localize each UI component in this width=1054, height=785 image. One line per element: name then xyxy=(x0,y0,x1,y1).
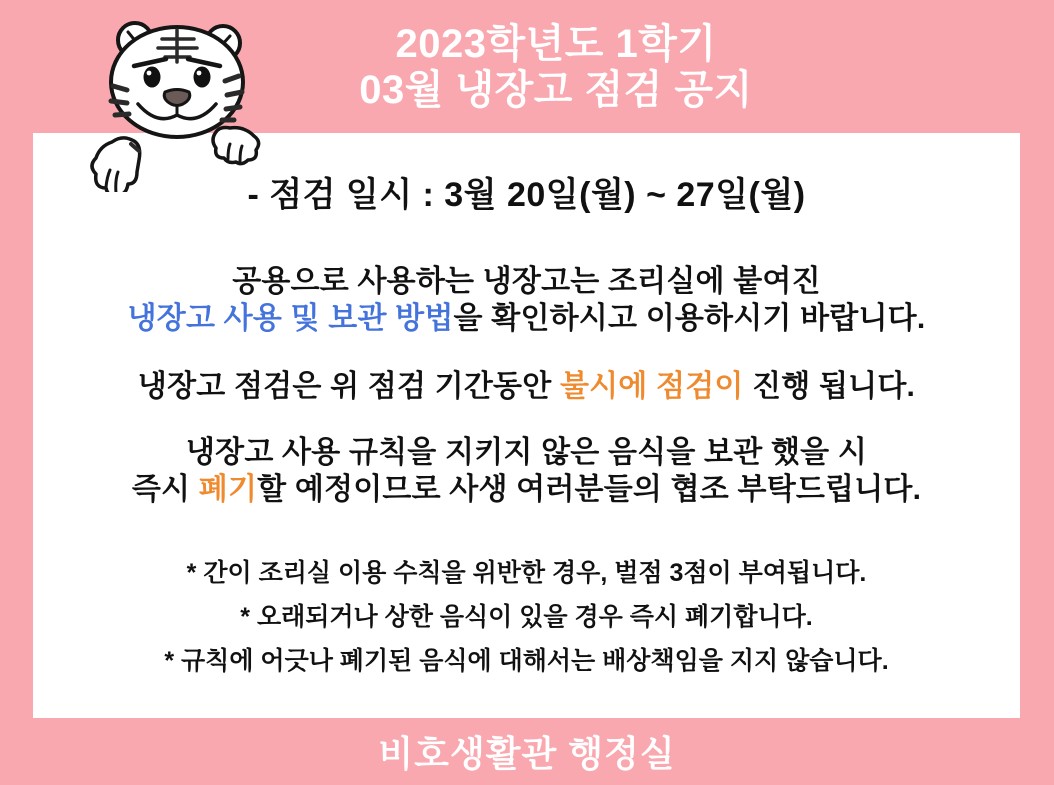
usage-guide-paragraph xyxy=(33,263,1020,337)
footer xyxy=(0,718,1054,785)
note-item: * 간이 조리실 이용 수칙을 위반한 경우, 벌점 3점이 부여됩니다. xyxy=(186,559,867,587)
footer-label: 비호생활관 행정실 xyxy=(378,733,676,774)
note-item: * 오래되거나 상한 음식이 있을 경우 즉시 폐기합니다. xyxy=(240,603,813,631)
paragraph-line: 즉시 폐기할 예정이므로 사생 여러분들의 협조 부탁드립니다. xyxy=(131,473,922,506)
content-panel xyxy=(33,133,1020,718)
title-line-1: 2023학년도 1학기 xyxy=(395,21,717,66)
paragraph-line: 냉장고 점검은 위 점검 기간동안 불시에 점검이 진행 됩니다. xyxy=(137,370,916,403)
surprise-inspection-paragraph xyxy=(33,368,1020,405)
page-title xyxy=(301,21,752,113)
paragraph-line: 냉장고 사용 규칙을 지키지 않은 음식을 보관 했을 시 xyxy=(185,436,868,469)
note-item: * 규칙에 어긋나 폐기된 음식에 대해서는 배상책임을 지지 않습니다. xyxy=(164,647,889,675)
disposal-warning-paragraph xyxy=(33,434,1020,508)
paragraph-line: 공용으로 사용하는 냉장고는 조리실에 붙여진 xyxy=(232,265,821,298)
paragraph-line: 냉장고 사용 및 보관 방법을 확인하시고 이용하시기 바랍니다. xyxy=(127,302,926,335)
title-line-2: 03월 냉장고 점검 공지 xyxy=(359,67,753,112)
inspection-date-line: - 점검 일시 : 3월 20일(월) ~ 27일(월) xyxy=(247,176,806,214)
tiger-mascot-icon xyxy=(82,20,268,192)
notes-list xyxy=(33,556,1020,678)
